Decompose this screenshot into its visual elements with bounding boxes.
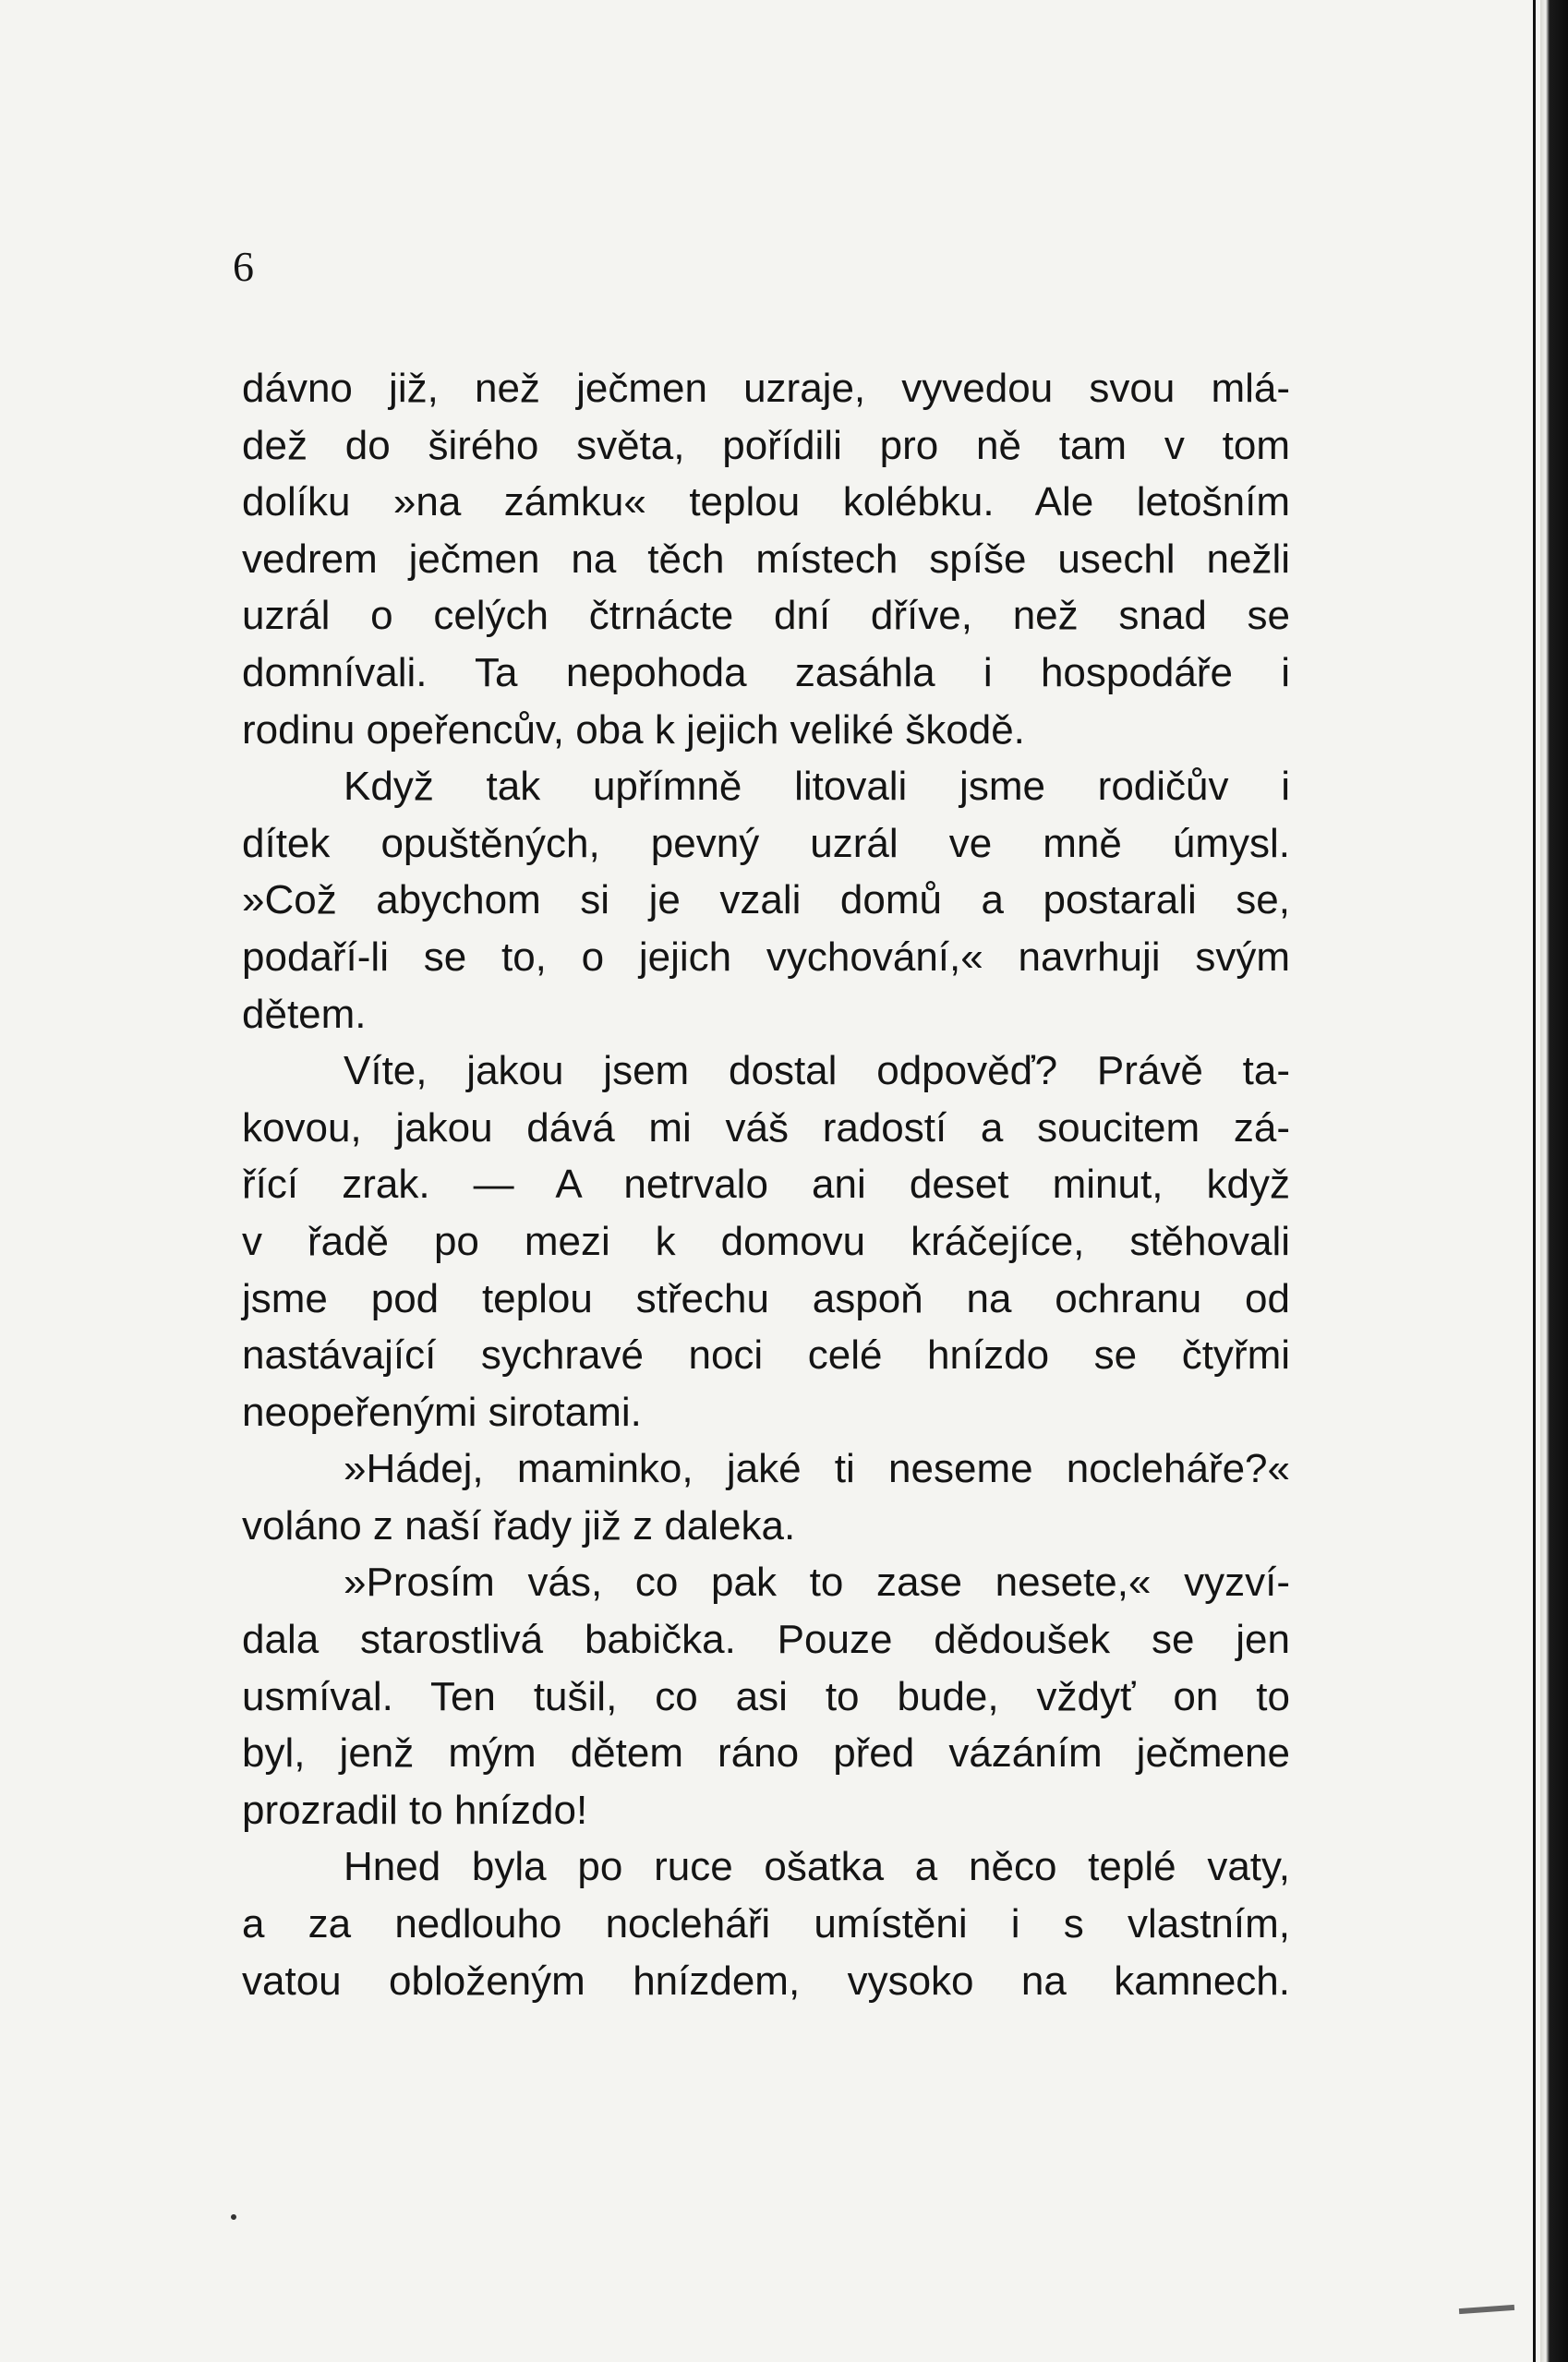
text-line: dež do širého světa, pořídili pro ně tam v tom xyxy=(242,422,1290,468)
text-line: řící zrak. — A netrvalo ani deset minut, když xyxy=(242,1162,1290,1208)
text-line: uzrál o celých čtrnácte dní dříve, než snad se xyxy=(242,593,1290,639)
text-line: domnívali. Ta nepohoda zasáhla i hospodáře i xyxy=(242,649,1290,695)
text-line: dala starostlivá babička. Pouze dědoušek se jen xyxy=(242,1617,1290,1663)
page-number: 6 xyxy=(233,243,254,290)
text-line: Víte, jakou jsem dostal odpověď? Právě ta- xyxy=(344,1048,1290,1094)
text-line: jsme pod teplou střechu aspoň na ochranu od xyxy=(242,1275,1290,1321)
text-line: »Což abychom si je vzali domů a postarali se, xyxy=(242,877,1290,923)
text-line: podaří-li se to, o jejich vychování,« navrhuji svým xyxy=(242,934,1290,980)
text-line: vedrem ječmen na těch místech spíše usechl nežli xyxy=(242,536,1290,582)
text-line: voláno z naší řady již z daleka. xyxy=(242,1502,796,1549)
text-line: dítek opuštěných, pevný uzrál ve mně úmysl. xyxy=(242,820,1290,866)
text-line: »Prosím vás, co pak to zase nesete,« vyzví- xyxy=(344,1560,1290,1606)
text-line: vatou obloženým hnízdem, vysoko na kamnech. xyxy=(242,1958,1290,2004)
text-line: rodinu opeřencův, oba k jejich veliké škodě. xyxy=(242,706,1025,753)
text-line: v řadě po mezi k domovu kráčejíce, stěhovali xyxy=(242,1218,1290,1264)
scan-mark xyxy=(1459,2305,1514,2314)
text-line: usmíval. Ten tušil, co asi to bude, vždyť on to xyxy=(242,1673,1290,1719)
print-speck xyxy=(231,2214,236,2220)
page-body-text xyxy=(242,360,1290,2009)
text-line: byl, jenž mým dětem ráno před vázáním ječmene xyxy=(242,1730,1290,1777)
text-line: nastávající sychravé noci celé hnízdo se čtyřmi xyxy=(242,1332,1290,1379)
text-line: dolíku »na zámku« teplou kolébku. Ale letošním xyxy=(242,479,1290,525)
text-line: a za nedlouho nocleháři umístěni i s vlastním, xyxy=(242,1901,1290,1947)
text-line: dětem. xyxy=(242,991,367,1037)
page-edge-line xyxy=(1533,0,1536,2362)
text-line: neopeřenými sirotami. xyxy=(242,1389,642,1435)
text-line: »Hádej, maminko, jaké ti neseme nocleháře?« xyxy=(344,1446,1290,1492)
text-line: prozradil to hnízdo! xyxy=(242,1787,588,1833)
text-line: Hned byla po ruce ošatka a něco teplé vaty, xyxy=(344,1844,1290,1890)
book-edge xyxy=(1540,0,1568,2362)
text-line: Když tak upřímně litovali jsme rodičův i xyxy=(344,764,1290,810)
text-line: kovou, jakou dává mi váš radostí a soucitem zá- xyxy=(242,1104,1290,1151)
text-line: dávno již, než ječmen uzraje, vyvedou svou mlá- xyxy=(242,366,1290,411)
